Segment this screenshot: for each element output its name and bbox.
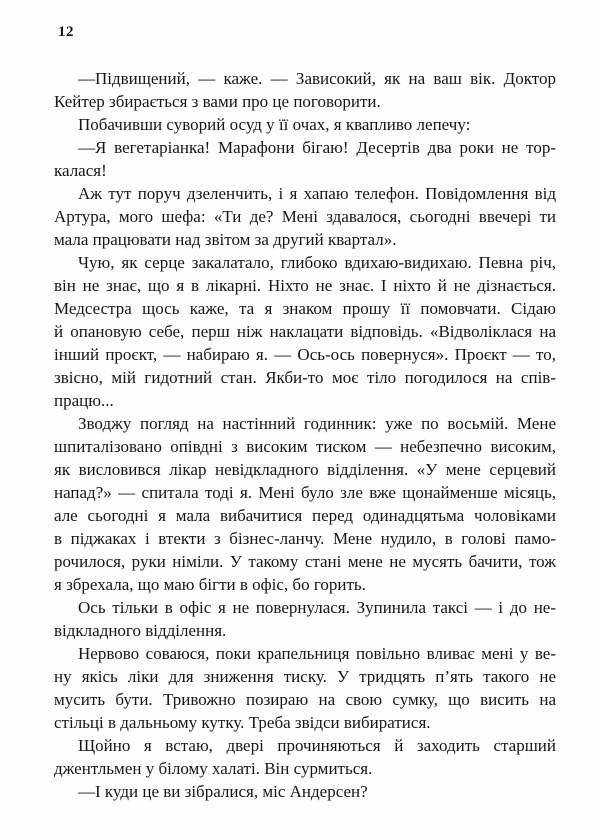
paragraph xyxy=(54,182,556,251)
text-line: відкладного відділення. xyxy=(54,621,227,640)
paragraph xyxy=(54,67,556,113)
text-line: Аж тут поруч дзеленчить, і я хапаю телефон. Повідомлення від xyxy=(78,184,556,203)
text-line: він не знає, що я в лікарні. Ніхто не знає. І ніхто й не дізнається. xyxy=(54,276,556,295)
text-line: Кейтер збирається з вами про це поговорити. xyxy=(54,92,381,111)
text-line: мала працювати над звітом за другий квартал». xyxy=(54,230,397,249)
text-line: Зводжу погляд на настінний годинник: уже по восьмій. Мене xyxy=(78,414,556,433)
text-line: Ось тільки в офіс я не повернулася. Зупинила таксі — і до не- xyxy=(78,598,556,617)
text-line: як висловився лікар невідкладного відділення. «У мене серцевий xyxy=(54,460,556,479)
text-line: Щойно я встаю, двері прочиняються й заходить старший xyxy=(78,736,556,755)
text-line: ну якісь ліки для зниження тиску. У тридцять п’ять такого не xyxy=(54,667,556,686)
text-line: —Підвищений, — каже. — Зависокий, як на ваш вік. Доктор xyxy=(78,69,556,88)
paragraph xyxy=(54,642,556,734)
text-line: рочилося, руки німіли. У такому стані мене не мусять бачити, тож xyxy=(54,552,556,571)
paragraph xyxy=(54,780,556,803)
paragraph xyxy=(54,412,556,596)
text-line: Чую, як серце закалатало, глибоко вдихаю-видихаю. Певна річ, xyxy=(78,253,556,272)
text-line: напад?» — спитала тоді я. Мені було зле вже щонайменше місяць, xyxy=(54,483,556,502)
text-line: Нервово соваюся, поки крапельниця повільно вливає мені у ве- xyxy=(78,644,556,663)
paragraph xyxy=(54,136,556,182)
text-line: калася! xyxy=(54,161,107,180)
text-line: —І куди це ви зібралися, міс Андерсен? xyxy=(78,782,368,801)
page-number: 12 xyxy=(58,24,74,40)
text-line: інший проєкт, — набираю я. — Ось-ось повернуся». Проєкт — то, xyxy=(54,345,556,364)
paragraph xyxy=(54,596,556,642)
text-line: мусить бути. Тривожно позираю на свою сумку, що висить на xyxy=(54,690,556,709)
paragraph xyxy=(54,251,556,412)
text-line: й опановую себе, перш ніж наклацати відповідь. «Відволіклася на xyxy=(54,322,556,341)
text-line: джентльмен у білому халаті. Він сурмиться. xyxy=(54,759,373,778)
text-line: працю... xyxy=(54,391,114,410)
paragraph xyxy=(54,734,556,780)
page-body xyxy=(54,67,556,803)
paragraph xyxy=(54,113,556,136)
text-line: шпиталізовано опівдні з високим тиском — небезпечно високим, xyxy=(54,437,556,456)
text-line: в піджаках і втекти з бізнес-ланчу. Мене нудило, в голові памо- xyxy=(54,529,556,548)
text-line: Медсестра щось каже, та я знаком прошу її помовчати. Сідаю xyxy=(54,299,556,318)
text-line: Побачивши суворий осуд у її очах, я квапливо лепечу: xyxy=(78,115,471,134)
text-line: Артура, мого шефа: «Ти де? Мені здавалося, сьогодні ввечері ти xyxy=(54,207,556,226)
text-line: стільці в дальньому кутку. Треба звідси вибиратися. xyxy=(54,713,431,732)
text-line: —Я вегетаріанка! Марафони бігаю! Десертів два роки не тор- xyxy=(78,138,556,157)
text-line: звісно, мій гидотний стан. Якби-то моє тіло погодилося на спів- xyxy=(54,368,556,387)
text-line: я збрехала, що маю бігти в офіс, бо горить. xyxy=(54,575,366,594)
text-line: але сьогодні я мала вибачитися перед одинадцятьма чоловіками xyxy=(54,506,556,525)
